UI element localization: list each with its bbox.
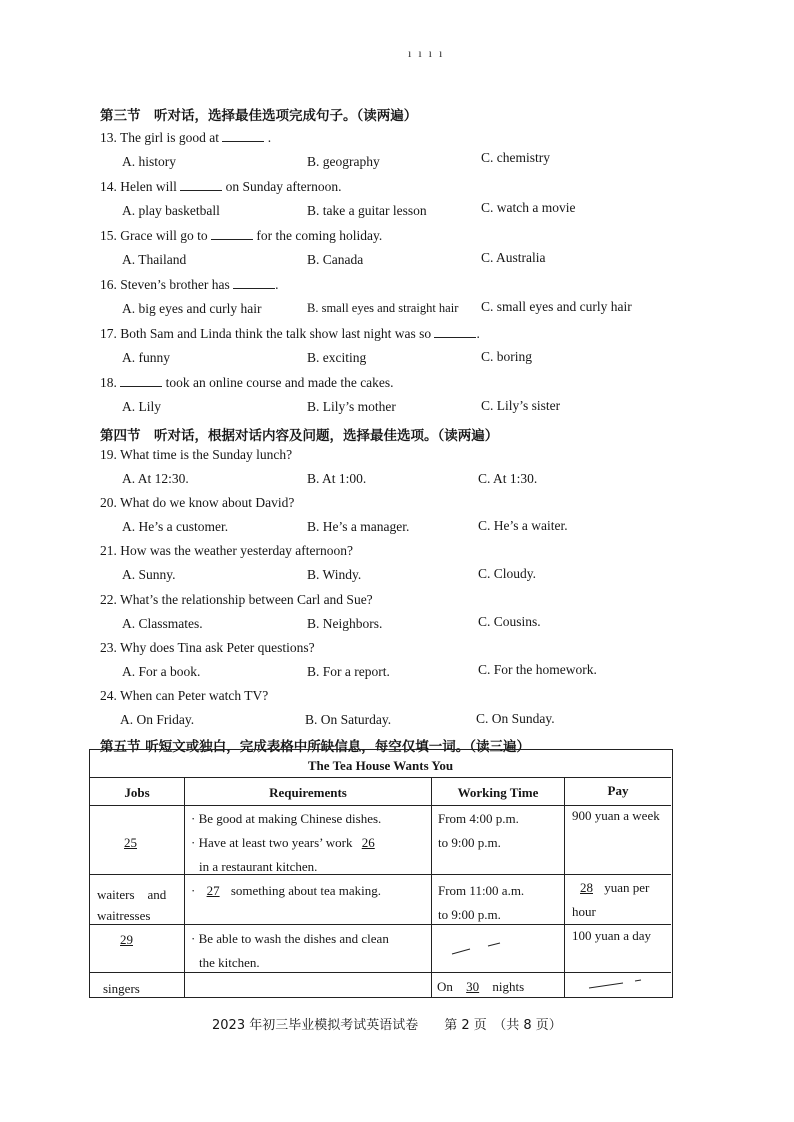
option-a[interactable]: A. big eyes and curly hair (122, 301, 262, 316)
time-line: to 9:00 p.m. (438, 835, 501, 850)
option-c[interactable]: C. At 1:30. (478, 471, 538, 486)
answer-blank[interactable] (120, 375, 162, 387)
option-c[interactable]: C. Australia (481, 250, 546, 265)
option-a[interactable]: A. For a book. (122, 664, 201, 679)
option-c[interactable]: C. Cousins. (478, 614, 541, 629)
req-line: · Be able to wash the dishes and clean (191, 931, 389, 946)
blank-28[interactable]: 28 (580, 880, 593, 895)
question-15: 15. Grace will go to for the coming holiday. (100, 228, 383, 243)
section3-heading: 第三节 听对话，选择最佳选项完成句子。（读两遍） (100, 108, 418, 124)
pay-value: hour (572, 904, 596, 919)
option-b[interactable]: B. On Saturday. (305, 712, 392, 727)
option-c[interactable]: C. watch a movie (481, 200, 576, 215)
req-line: · Be good at making Chinese dishes. (191, 811, 382, 826)
table-rule (90, 874, 671, 875)
option-b[interactable]: B. Windy. (307, 567, 362, 582)
section4-heading: 第四节 听对话，根据对话内容及问题，选择最佳选项。（读两遍） (100, 428, 499, 444)
table-rule (431, 777, 432, 997)
option-c[interactable]: C. Cloudy. (478, 566, 537, 581)
option-b[interactable]: B. At 1:00. (307, 471, 367, 486)
option-a[interactable]: A. On Friday. (120, 712, 195, 727)
option-b[interactable]: B. For a report. (307, 664, 390, 679)
blank-26[interactable]: 26 (361, 835, 375, 850)
option-a[interactable]: A. At 12:30. (122, 471, 189, 486)
pay-value: 100 yuan a day (572, 928, 652, 943)
question-17: 17. Both Sam and Linda think the talk show last night was so . (100, 326, 480, 341)
option-c[interactable]: C. chemistry (481, 150, 550, 165)
option-c[interactable]: C. Lily’s sister (481, 398, 561, 413)
question-13: 13. The girl is good at . (100, 130, 272, 145)
option-a[interactable]: A. Lily (122, 399, 161, 414)
top-mark: ı ı ı ı (408, 46, 445, 60)
header-working-time: Working Time (457, 785, 539, 800)
option-a[interactable]: A. history (122, 154, 176, 169)
time-line: to 9:00 p.m. (438, 907, 501, 922)
option-b[interactable]: B. small eyes and straight hair (307, 301, 459, 315)
question-21: 21. How was the weather yesterday afternoon? (100, 543, 354, 558)
table-rule (90, 924, 671, 925)
question-16: 16. Steven’s brother has . (100, 277, 279, 292)
page-footer: 2023 年初三毕业模拟考试英语试卷 第 2 页 （共 8 页） (212, 1018, 562, 1033)
option-a[interactable]: A. He’s a customer. (122, 519, 229, 534)
option-c[interactable]: C. small eyes and curly hair (481, 299, 632, 314)
option-a[interactable]: A. funny (122, 350, 170, 365)
time-line: From 11:00 a.m. (438, 883, 525, 898)
pay-value: 28 yuan per (572, 880, 649, 896)
answer-blank[interactable] (233, 277, 275, 289)
blank-25[interactable]: 25 (124, 835, 137, 850)
question-14: 14. Helen will on Sunday afternoon. (100, 179, 342, 194)
table-title: The Tea House Wants You (307, 758, 454, 773)
question-20: 20. What do we know about David? (100, 495, 295, 510)
header-pay: Pay (607, 783, 629, 798)
pay-value: 900 yuan a week (572, 808, 660, 823)
req-line: the kitchen. (199, 955, 260, 970)
table-rule (90, 777, 671, 778)
question-23: 23. Why does Tina ask Peter questions? (100, 640, 315, 655)
option-b[interactable]: B. exciting (307, 350, 367, 365)
req-line: · Have at least two years’ work 26 (191, 835, 381, 851)
option-a[interactable]: A. Thailand (122, 252, 187, 267)
dash-mark (585, 976, 655, 996)
header-jobs: Jobs (124, 785, 150, 800)
option-b[interactable]: B. He’s a manager. (307, 519, 410, 534)
time-line: On 30 nights (437, 979, 525, 994)
table-rule (90, 972, 671, 973)
req-line: in a restaurant kitchen. (199, 859, 318, 874)
header-requirements: Requirements (269, 785, 347, 800)
job-name: waitresses (97, 908, 151, 923)
option-a[interactable]: A. Sunny. (122, 567, 176, 582)
option-c[interactable]: C. For the homework. (478, 662, 597, 677)
time-line: From 4:00 p.m. (438, 811, 519, 826)
option-b[interactable]: B. Lily’s mother (307, 399, 396, 414)
option-b[interactable]: B. geography (307, 154, 380, 169)
dash-mark (450, 940, 510, 960)
option-a[interactable]: A. play basketball (122, 203, 220, 218)
answer-blank[interactable] (211, 228, 253, 240)
option-c[interactable]: C. boring (481, 349, 533, 364)
question-19: 19. What time is the Sunday lunch? (100, 447, 293, 462)
section5-heading: 第五节 听短文或独白，完成表格中所缺信息，每空仅填一词。（读三遍） (100, 739, 530, 755)
option-b[interactable]: B. Canada (307, 252, 364, 267)
table-rule (564, 777, 565, 997)
answer-blank[interactable] (222, 130, 264, 142)
answer-blank[interactable] (434, 326, 476, 338)
req-line: · 27 something about tea making. (191, 883, 382, 898)
table-rule (90, 805, 671, 806)
job-table (89, 749, 673, 998)
question-24: 24. When can Peter watch TV? (100, 688, 269, 703)
question-18: 18. took an online course and made the cakes. (100, 375, 394, 390)
table-rule (184, 777, 185, 997)
job-name: singers (103, 981, 140, 996)
blank-30[interactable]: 30 (466, 979, 480, 994)
option-c[interactable]: C. On Sunday. (476, 711, 555, 726)
blank-29[interactable]: 29 (120, 932, 133, 947)
blank-27[interactable]: 27 (206, 883, 220, 898)
option-a[interactable]: A. Classmates. (122, 616, 203, 631)
job-name: waiters and (97, 887, 167, 902)
option-b[interactable]: B. Neighbors. (307, 616, 383, 631)
answer-blank[interactable] (180, 179, 222, 191)
option-b[interactable]: B. take a guitar lesson (307, 203, 427, 218)
option-c[interactable]: C. He’s a waiter. (478, 518, 568, 533)
question-22: 22. What’s the relationship between Carl and Sue? (100, 592, 373, 607)
